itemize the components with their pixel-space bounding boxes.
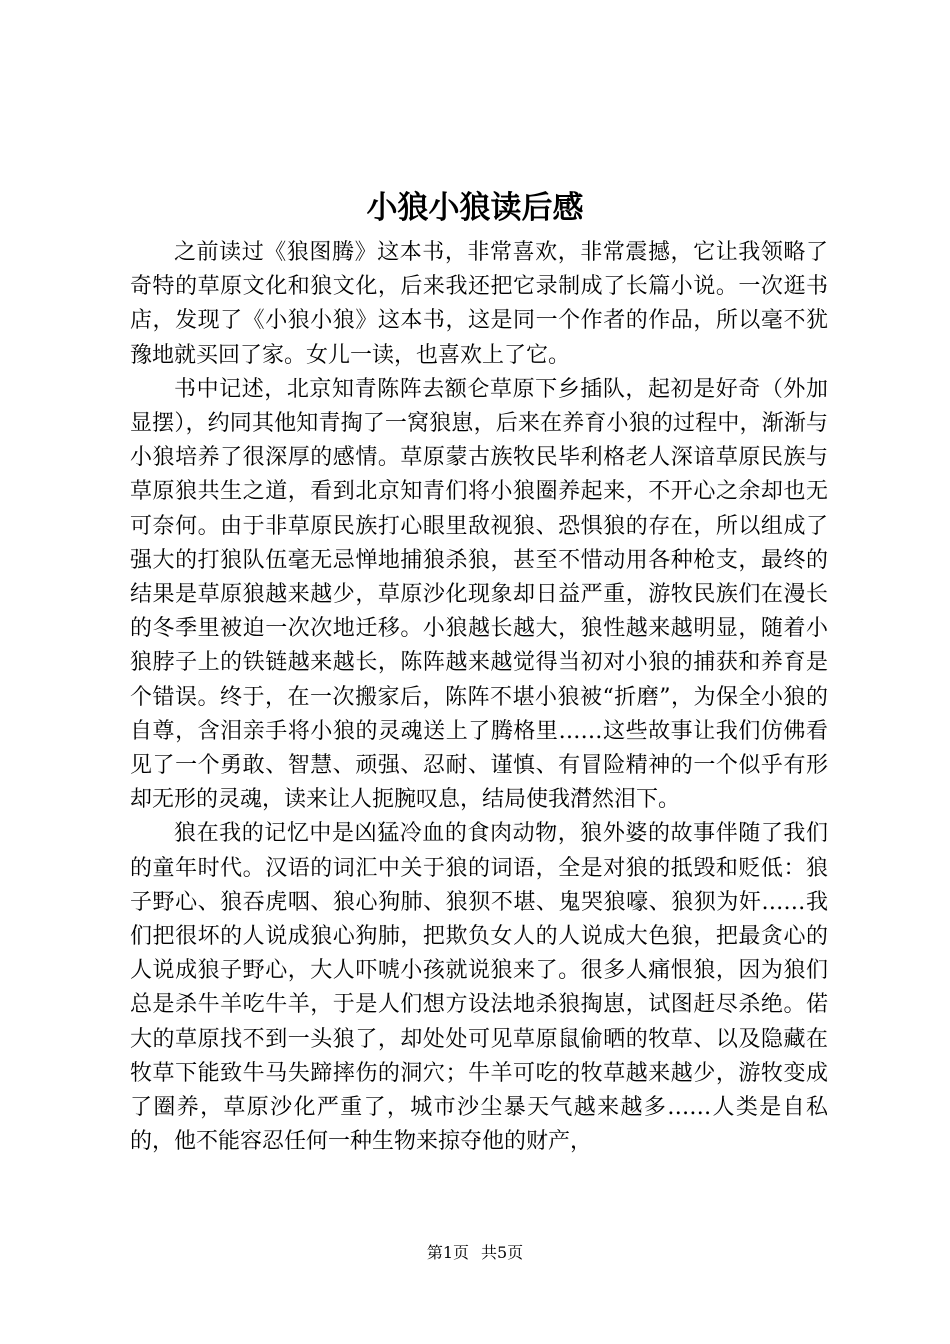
page-number-current: 第1页 <box>426 1243 469 1262</box>
page-number-total: 共5页 <box>481 1243 524 1262</box>
paragraph: 狼在我的记忆中是凶猛冷血的食肉动物，狼外婆的故事伴随了我们的童年时代。汉语的词汇中关于狼的词语，全是对狼的抵毁和贬低：狼子野心、狼吞虎咽、狼心狗肺、狼狈不堪、鬼哭狼嚎、狼狈为奸……我们把很坏的人说成狼心狗肺，把欺负女人的人说成大色狼，把最贪心的人说成狼子野心，大人吓唬小孩就说狼来了。很多人痛恨狼，因为狼们总是杀牛羊吃牛羊，于是人们想方设法地杀狼掏崽，试图赶尽杀绝。偌大的草原找不到一头狼了，却处处可见草原鼠偷晒的牧草、以及隐藏在牧草下能致牛马失蹄摔伤的洞穴；牛羊可吃的牧草越来越少，游牧变成了圈养，草原沙化严重了，城市沙尘暴天气越来越多……人类是自私的，他不能容忍任何一种生物来掠夺他的财产， <box>130 821 828 1155</box>
paragraph: 之前读过《狼图腾》这本书，非常喜欢，非常震撼，它让我领略了奇特的草原文化和狼文化，后来我还把它录制成了长篇小说。一次逛书店，发现了《小狼小狼》这本书，这是同一个作者的作品，所以毫不犹豫地就买回了家。女儿一读，也喜欢上了它。 <box>130 240 828 368</box>
paragraph: 书中记述，北京知青陈阵去额仑草原下乡插队，起初是好奇（外加显摆），约同其他知青掏了一窝狼崽，后来在养育小狼的过程中，渐渐与小狼培养了很深厚的感情。草原蒙古族牧民毕利格老人深谙草原民族与草原狼共生之道，看到北京知青们将小狼圈养起来，不开心之余却也无可奈何。由于非草原民族打心眼里敌视狼、恐惧狼的存在，所以组成了强大的打狼队伍毫无忌惮地捕狼杀狼，甚至不惜动用各种枪支，最终的结果是草原狼越来越少，草原沙化现象却日益严重，游牧民族们在漫长的冬季里被迫一次次地迁移。小狼越长越大，狼性越来越明显，随着小狼脖子上的铁链越来越长，陈阵越来越觉得当初对小狼的捕获和养育是个错误。终于，在一次搬家后，陈阵不堪小狼被“折磨”，为保全小狼的自尊，含泪亲手将小狼的灵魂送上了腾格里……这些故事让我们仿佛看见了一个勇敢、智慧、顽强、忍耐、谨慎、有冒险精神的一个似乎有形却无形的灵魂，读来让人扼腕叹息，结局使我潸然泪下。 <box>130 376 828 813</box>
document-body <box>130 236 828 1159</box>
document-title: 小狼小狼读后感 <box>366 190 584 226</box>
page-footer <box>0 1243 950 1263</box>
